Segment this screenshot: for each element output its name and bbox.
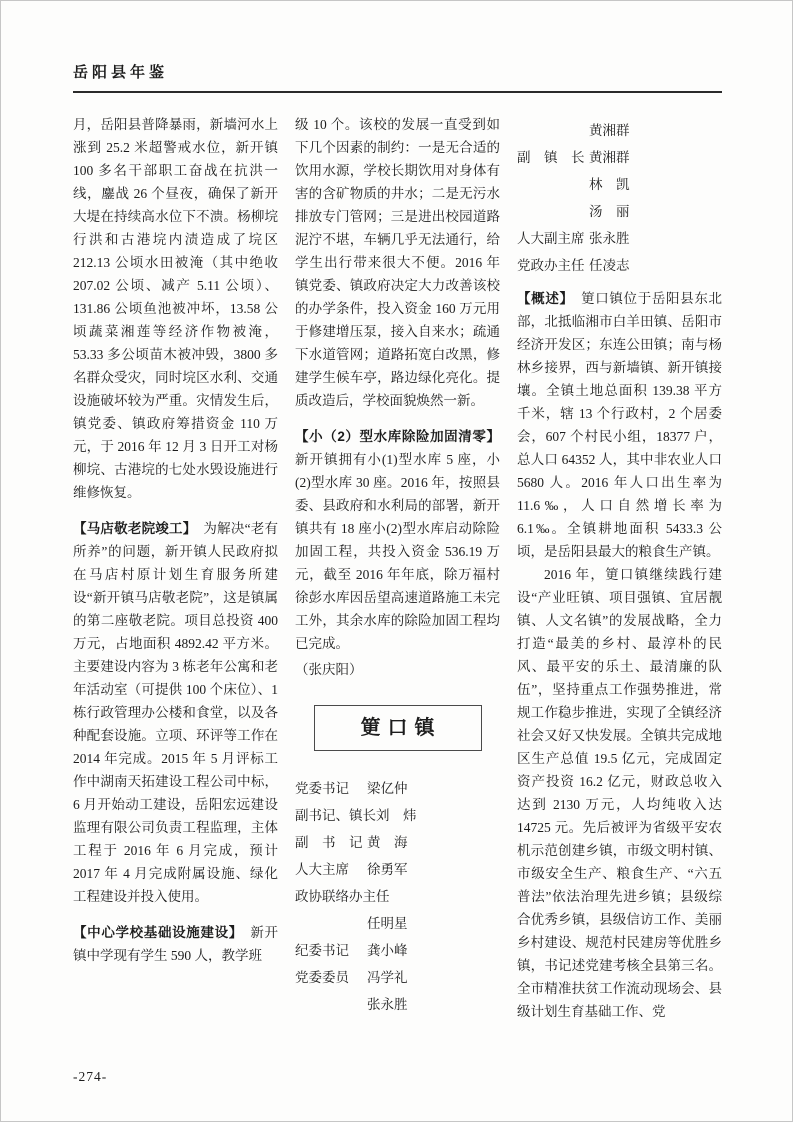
- official-name: 任明星: [367, 916, 408, 931]
- official-row: [295, 829, 500, 856]
- official-title: [517, 171, 589, 198]
- official-name: 黄 海: [367, 835, 408, 850]
- official-name: 龚小峰: [367, 943, 408, 958]
- entry-title-reservoir: 【小（2）型水库除险加固清零】: [295, 429, 500, 444]
- officials-list-gangkou: [295, 775, 500, 1018]
- official-row: [295, 883, 500, 910]
- official-name: 黄湘群: [589, 150, 630, 165]
- entry-body-reservoir: 新开镇拥有小(1)型水库 5 座，小(2)型水库 30 座。2016 年，按照县委、县政府和水利局的部署，新开镇共有 18 座小(2)型水库启动除险加固工程，共投入资金 536.19 万元，截至 2016 年年底，除万福村徐彭水库因岳望高速道路施工未完工外，其余水库的除险加固工程均已完成。: [295, 452, 500, 651]
- column-middle: [295, 113, 500, 1023]
- official-name: 张永胜: [367, 997, 408, 1012]
- town-section-title: 筻口镇: [360, 716, 442, 739]
- official-row: [517, 144, 722, 171]
- official-title: [295, 991, 367, 1018]
- text-columns: [73, 113, 722, 1023]
- entry-overview: [517, 287, 722, 563]
- official-row: [295, 856, 500, 883]
- official-name: 冯学礼: [367, 970, 408, 985]
- entry-nursing-home: [73, 517, 278, 908]
- entry-title-central-school: 【中心学校基础设施建设】: [73, 925, 237, 940]
- official-name: 汤 丽: [589, 204, 630, 219]
- official-row: [295, 964, 500, 991]
- official-title: 政协联络办主任: [295, 889, 390, 904]
- official-title: 纪委书记: [295, 943, 349, 958]
- official-row: [517, 198, 722, 225]
- author-byline: （张庆阳）: [295, 662, 363, 677]
- official-row: [295, 775, 500, 802]
- official-row: [517, 225, 722, 252]
- official-title: 党委委员: [295, 970, 349, 985]
- official-name: 梁亿仲: [367, 781, 408, 796]
- official-title: [517, 117, 589, 144]
- official-name: 徐勇军: [367, 862, 408, 877]
- official-row: [517, 171, 722, 198]
- official-name: 张永胜: [589, 231, 630, 246]
- official-title: 人大主席: [295, 862, 349, 877]
- column-right: [517, 113, 722, 1023]
- official-name: 黄湘群: [589, 123, 630, 138]
- official-row: [295, 802, 500, 829]
- town-section-box: [314, 705, 482, 751]
- paragraph-school-continuation: 级 10 个。该校的发展一直受到如下几个因素的制约：一是无合适的饮用水源，学校长期饮用对身体有害的含矿物质的井水；二是无污水排放专门管网；三是进出校园道路泥泞不堪，车辆几乎无法通行，给学生出行带来很大不便。2016 年镇党委、镇政府决定大力改善该校的办学条件，投入资金 160 万元用于修建增压泵，接入自来水；疏通下水道管网；道路拓宽白改黑，修建学生候车亭，路边绿化亮化。提质改造后，学校面貌焕然一新。: [295, 117, 500, 408]
- column-left: [73, 113, 278, 1023]
- official-title: 副书记、镇长: [295, 808, 376, 823]
- entry-reservoir: [295, 425, 500, 655]
- official-row: [517, 252, 722, 279]
- page-title: 岳阳县年鉴: [73, 64, 169, 81]
- official-title: 党政办主任: [517, 258, 585, 273]
- paragraph-2016-development: 2016 年，筻口镇继续践行建设“产业旺镇、项目强镇、宜居靓镇、人文名镇”的发展战略，全力打造“最美的乡村、最淳朴的民风、最平安的乐土、最清廉的队伍”，坚持重点工作强势推进，常规工作稳步推进，实现了全镇经济社会又好又快发展。全镇共完成地区生产总值 19.5 亿元，完成固定资产投资 16.2 亿元，财政总收入达到 2130 万元，人均纯收入达 14725 元。先后被评为省级平安农机示范创建乡镇，市级文明村镇、市级安全生产、粮食生产、“六五普法”依法治理先进乡镇；县级综合优秀乡镇，县级信访工作、美丽乡村建设、规范村民建房等优胜乡镇，书记述党建考核全县第三名。全市精准扶贫工作流动现场会、县级计划生育基础工作、党: [517, 567, 722, 1019]
- official-title: 党委书记: [295, 781, 349, 796]
- official-row: [295, 937, 500, 964]
- page-number: -274-: [73, 1069, 108, 1084]
- official-name: 任凌志: [589, 258, 630, 273]
- entry-title-overview: 【概述】: [517, 291, 567, 306]
- page-header: [73, 61, 722, 93]
- entry-title-nursing-home: 【马店敬老院竣工】: [73, 521, 190, 536]
- official-title: 人大副主席: [517, 231, 585, 246]
- entry-body-nursing-home: 为解决“老有所养”的问题，新开镇人民政府拟在马店村原计划生育服务所建设“新开镇马店敬老院”，这是镇属的第二座敬老院。项目总投资 400 万元，占地面积 4892.42 平方米。主要建设内容为 3 栋老年公寓和老年活动室（可提供 100 个床位）、1 栋行政管理办公楼和食堂，以及各种配套设施。立项、环评等工作在 2014 年完成。2015 年 5 月评标工作中湖南天拓建设工程公司中标，6 月开始动工建设，岳阳宏远建设监理有限公司负责工程监理，主体工程于 2016 年 6 月完成，预计 2017 年 4 月完成附属设施、绿化工程建设并投入使用。: [73, 521, 278, 904]
- officials-list-continued: [517, 117, 722, 279]
- official-name: 林 凯: [589, 177, 630, 192]
- official-row: [517, 117, 722, 144]
- entry-body-overview: 筻口镇位于岳阳县东北部，北抵临湘市白羊田镇、岳阳市经济开发区；东连公田镇；南与杨林乡接界，西与新墙镇、新开镇接壤。全镇土地总面积 139.38 平方千米，辖 13 个行政村，2 个居委会，607 个村民小组，18377 户，总人口 64352 人，其中非农业人口 5680 人。2016 年人口出生率为 11.6‰，人口自然增长率为 6.1‰。全镇耕地面积 5433.3 公顷，是岳阳县最大的粮食生产镇。: [517, 291, 723, 559]
- official-title: 副 镇 长: [517, 150, 585, 165]
- entry-body-central-school: 新开镇中学现有学生 590 人，教学班: [73, 925, 279, 963]
- official-title: [517, 198, 589, 225]
- official-row: [295, 910, 500, 937]
- official-title: 副 书 记: [295, 835, 363, 850]
- paragraph-flood-continuation: 月，岳阳县普降暴雨，新墙河水上涨到 25.2 米超警戒水位，新开镇 100 多名干部职工奋战在抗洪一线，鏖战 26 个昼夜，确保了新开大堤在持续高水位下不溃。杨柳垸行洪和古港垸内渍造成了垸区 212.13 公顷水田被淹（其中绝收 207.02 公顷、减产 5.11 公顷）、131.86 公顷鱼池被冲坏，13.58 公顷蔬菜湘莲等经济作物被淹，53.33 多公顷苗木被冲毁，3800 多名群众受灾，同时垸区水利、交通设施破坏较为严重。灾情发生后，镇党委、镇政府筹措资金 110 万元，于 2016 年 12 月 3 日开工对杨柳垸、古港垸的七处水毁设施进行维修恢复。: [73, 117, 278, 500]
- entry-central-school: [73, 921, 278, 967]
- official-row: [295, 991, 500, 1018]
- official-title: [295, 910, 367, 937]
- official-name: 刘 炜: [376, 808, 417, 823]
